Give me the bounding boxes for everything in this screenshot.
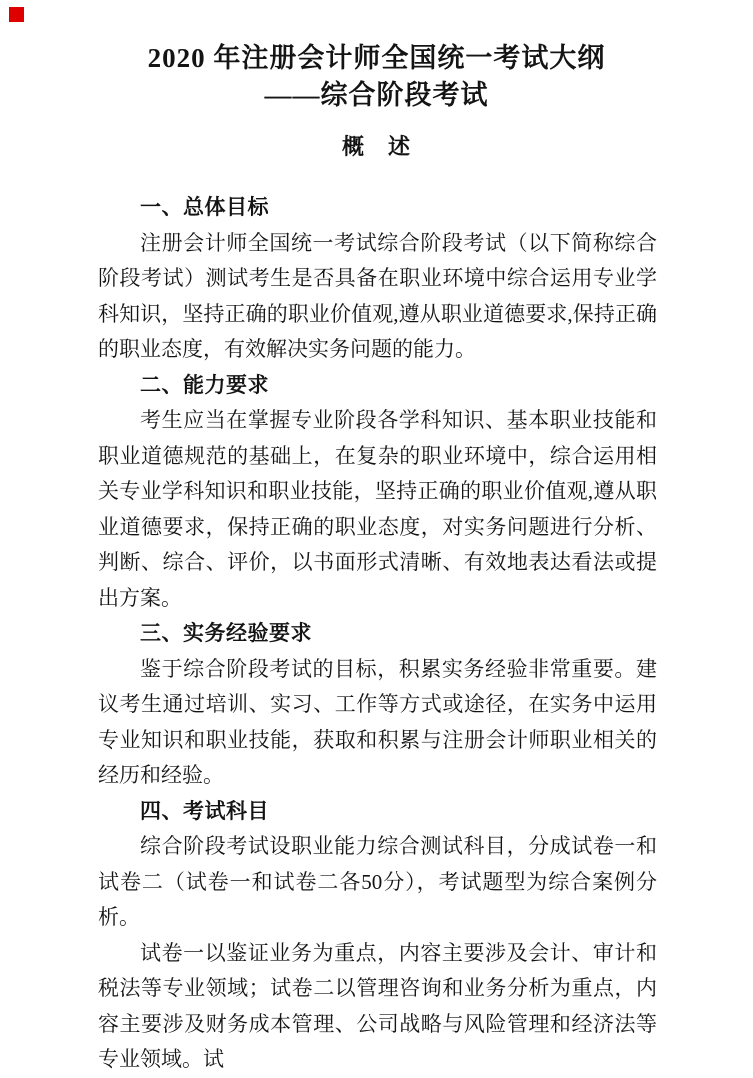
paragraph-overall-goal: 注册会计师全国统一考试综合阶段考试（以下简称综合阶段考试）测试考生是否具备在职业环境中综合运用专业学科知识，坚持正确的职业价值观,遵从职业道德要求,保持正确的职业态度，有效解决实务问题的能力。	[98, 230, 657, 361]
paragraph-practical-experience: 鉴于综合阶段考试的目标，积累实务经验非常重要。建议考生通过培训、实习、工作等方式或途径，在实务中运用专业知识和职业技能，获取和积累与注册会计师职业相关的经历和经验。	[98, 656, 657, 787]
section-heading-ability-requirements: 二、能力要求	[140, 373, 269, 397]
section-heading-overall-goal: 一、总体目标	[140, 196, 269, 219]
document-title-line2: ——综合阶段考试	[264, 80, 489, 110]
section-heading-exam-subjects: 四、考试科目	[140, 799, 269, 823]
paragraph-exam-subjects-2: 试卷一以鉴证业务为重点，内容主要涉及会计、审计和税法等专业领域；试卷二以管理咨询和业务分析为重点，内容主要涉及财务成本管理、公司战略与风险管理和经济法等专业领域。试	[98, 940, 657, 1071]
red-indicator-square	[9, 7, 24, 22]
document-title-line1: 2020 年注册会计师全国统一考试大纲	[147, 43, 606, 73]
paragraph-exam-subjects-1: 综合阶段考试设职业能力综合测试科目，分成试卷一和试卷二（试卷一和试卷二各50分），考试题型为综合案例分析。	[98, 834, 657, 929]
document-body	[98, 190, 657, 1078]
paragraph-ability-requirements: 考生应当在掌握专业阶段各学科知识、基本职业技能和职业道德规范的基础上，在复杂的职业环境中，综合运用相关专业学科知识和职业技能，坚持正确的职业价值观,遵从职业道德要求，保持正确的职业态度，对实务问题进行分析、判断、综合、评价，以书面形式清晰、有效地表达看法或提出方案。	[98, 408, 657, 610]
section-heading-practical-experience: 三、实务经验要求	[140, 622, 312, 645]
overview-heading: 概 述	[341, 134, 411, 159]
